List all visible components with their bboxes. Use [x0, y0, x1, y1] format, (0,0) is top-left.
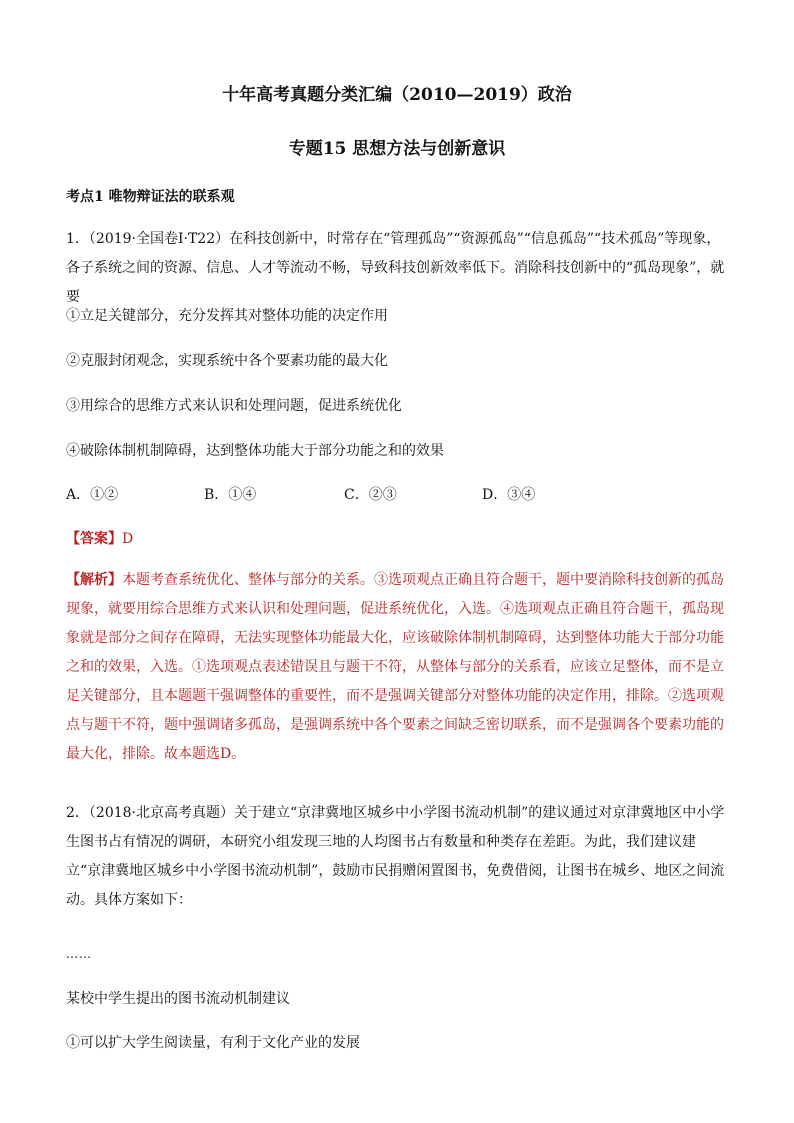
answer-line	[66, 528, 133, 548]
option-a: A．①②	[66, 487, 119, 503]
option-c: C．②③	[344, 487, 397, 503]
analysis-text: 本题考查系统优化、整体与部分的关系。③选项观点正确且符合题干，题中要消除科技创新的孤岛现象，就要用综合思维方式来认识和处理问题，促进系统优化，入选。④选项观点正确且符合题干，孤岛现象就是部分之间存在障碍，无法实现整体功能最大化，应该破除体制机制障碍，达到整体功能大于部分功能之和的效果，入选。①选项观点表述错误且与题干不符，从整体与部分的关系看，应该立足整体，而不是立足关键部分，且本题题干强调整体的重要性，而不是强调关键部分对整体功能的决定作用，排除。②选项观点与题干不符，题中强调诸多孤岛，是强调系统中各个要素之间缺乏密切联系，而不是强调各个要素功能的最大化，排除。故本题选D。	[66, 572, 724, 762]
analysis-tag: 【解析】	[66, 572, 122, 588]
answer-value: D	[122, 531, 134, 547]
question-1-options	[66, 484, 730, 504]
question-2-stem: 2．（2018·北京高考真题）关于建立“京津冀地区城乡中小学图书流动机制”的建议通过对京津冀地区中小学生图书占有情况的调研，本研究小组发现三地的人均图书占有数量和种类存在差距。为此，我们建议建立“京津冀地区城乡中小学图书流动机制”，鼓励市民捐赠闲置图书，免费借阅，让图书在城乡、地区之间流动。具体方案如下：	[66, 805, 725, 908]
question-1-item-2: ②克服封闭观念，实现系统中各个要素功能的最大化	[66, 353, 388, 369]
document-title: 十年高考真题分类汇编（2010—2019）政治	[222, 85, 572, 105]
question-1-item-1: ①立足关键部分，充分发挥其对整体功能的决定作用	[66, 308, 388, 324]
question-2-item-1: ①可以扩大学生阅读量，有利于文化产业的发展	[66, 1035, 360, 1051]
question-1-item-3: ③用综合的思维方式来认识和处理问题，促进系统优化	[66, 398, 402, 414]
question-2-subtitle: 某校中学生提出的图书流动机制建议	[66, 991, 290, 1007]
option-d: D．③④	[482, 487, 536, 503]
question-1-item-4: ④破除体制机制障碍，达到整体功能大于部分功能之和的效果	[66, 443, 444, 459]
ellipsis: ……	[66, 947, 92, 961]
question-1-stem: 1．（2019·全国卷Ⅰ·T22）在科技创新中，时常存在“管理孤岛”“资源孤岛”“信息孤岛”“技术孤岛”等现象，各子系统之间的资源、信息、人才等流动不畅，导致科技创新效率低下。消除科技创新中的“孤岛现象”，就要	[66, 231, 725, 305]
document-subtitle: 专题15 思想方法与创新意识	[288, 139, 506, 159]
answer-tag: 【答案】	[66, 531, 122, 547]
analysis-paragraph	[66, 566, 730, 769]
option-b: B．①④	[204, 487, 257, 503]
section-heading: 考点1 唯物辩证法的联系观	[66, 189, 235, 205]
